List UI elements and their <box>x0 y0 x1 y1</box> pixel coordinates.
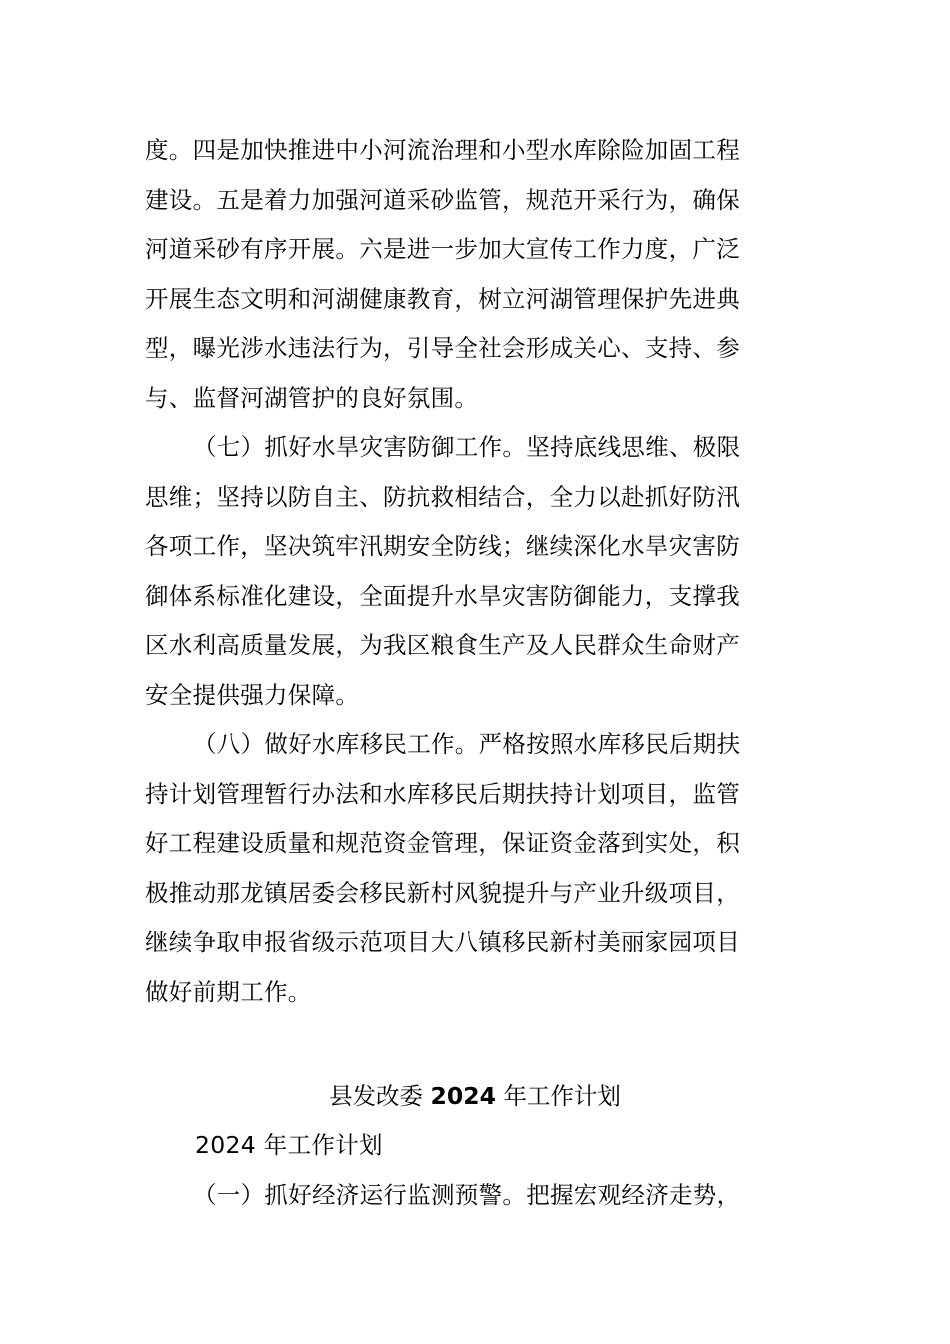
paragraph-line: 思维；坚持以防自主、防抗救相结合，全力以赴抓好防汛 <box>145 483 740 511</box>
paragraph-line: 御体系标准化建设，全面提升水旱灾害防御能力，支撑我 <box>145 582 740 610</box>
paragraph-line: 度。四是加快推进中小河流治理和小型水库除险加固工程 <box>145 136 740 164</box>
paragraph-line: 与、监督河湖管护的良好氛围。 <box>145 384 479 412</box>
subheading-year: 2024 <box>195 1131 257 1159</box>
heading-year: 2024 <box>430 1082 496 1110</box>
paragraph-line: （一）抓好经济运行监测预警。把握宏观经济走势， <box>193 1181 741 1209</box>
paragraph-line: 各项工作，坚决筑牢汛期安全防线；继续深化水旱灾害防 <box>145 532 740 560</box>
paragraph-line: 好工程建设质量和规范资金管理，保证资金落到实处，积 <box>145 829 740 857</box>
heading-prefix: 县发改委 <box>329 1082 424 1110</box>
paragraph-line: 型，曝光涉水违法行为，引导全社会形成关心、支持、参 <box>145 334 740 362</box>
paragraph-line: 持计划管理暂行办法和水库移民后期扶持计划项目，监管 <box>145 780 740 808</box>
subheading <box>195 1128 810 1162</box>
paragraph-line: 区水利高质量发展，为我区粮食生产及人民群众生命财产 <box>145 631 740 659</box>
paragraph-line: 开展生态文明和河湖健康教育，树立河湖管理保护先进典 <box>145 285 740 313</box>
paragraph-line: 安全提供强力保障。 <box>145 681 360 709</box>
paragraph-line: （七）抓好水旱灾害防御工作。坚持底线思维、极限 <box>193 433 741 461</box>
heading-suffix: 年工作计划 <box>503 1082 621 1110</box>
paragraph-line: 极推动那龙镇居委会移民新村风貌提升与产业升级项目， <box>145 879 740 907</box>
paragraph-line: （八）做好水库移民工作。严格按照水库移民后期扶 <box>193 730 741 758</box>
paragraph-line: 继续争取申报省级示范项目大八镇移民新村美丽家园项目 <box>145 928 740 956</box>
paragraph-line: 建设。五是着力加强河道采砂监管，规范开采行为，确保 <box>145 186 740 214</box>
subheading-text: 年工作计划 <box>263 1131 383 1159</box>
section-heading <box>0 1079 950 1113</box>
paragraph-line: 河道采砂有序开展。六是进一步加大宣传工作力度，广泛 <box>145 235 740 263</box>
paragraph-line: 做好前期工作。 <box>145 978 312 1006</box>
